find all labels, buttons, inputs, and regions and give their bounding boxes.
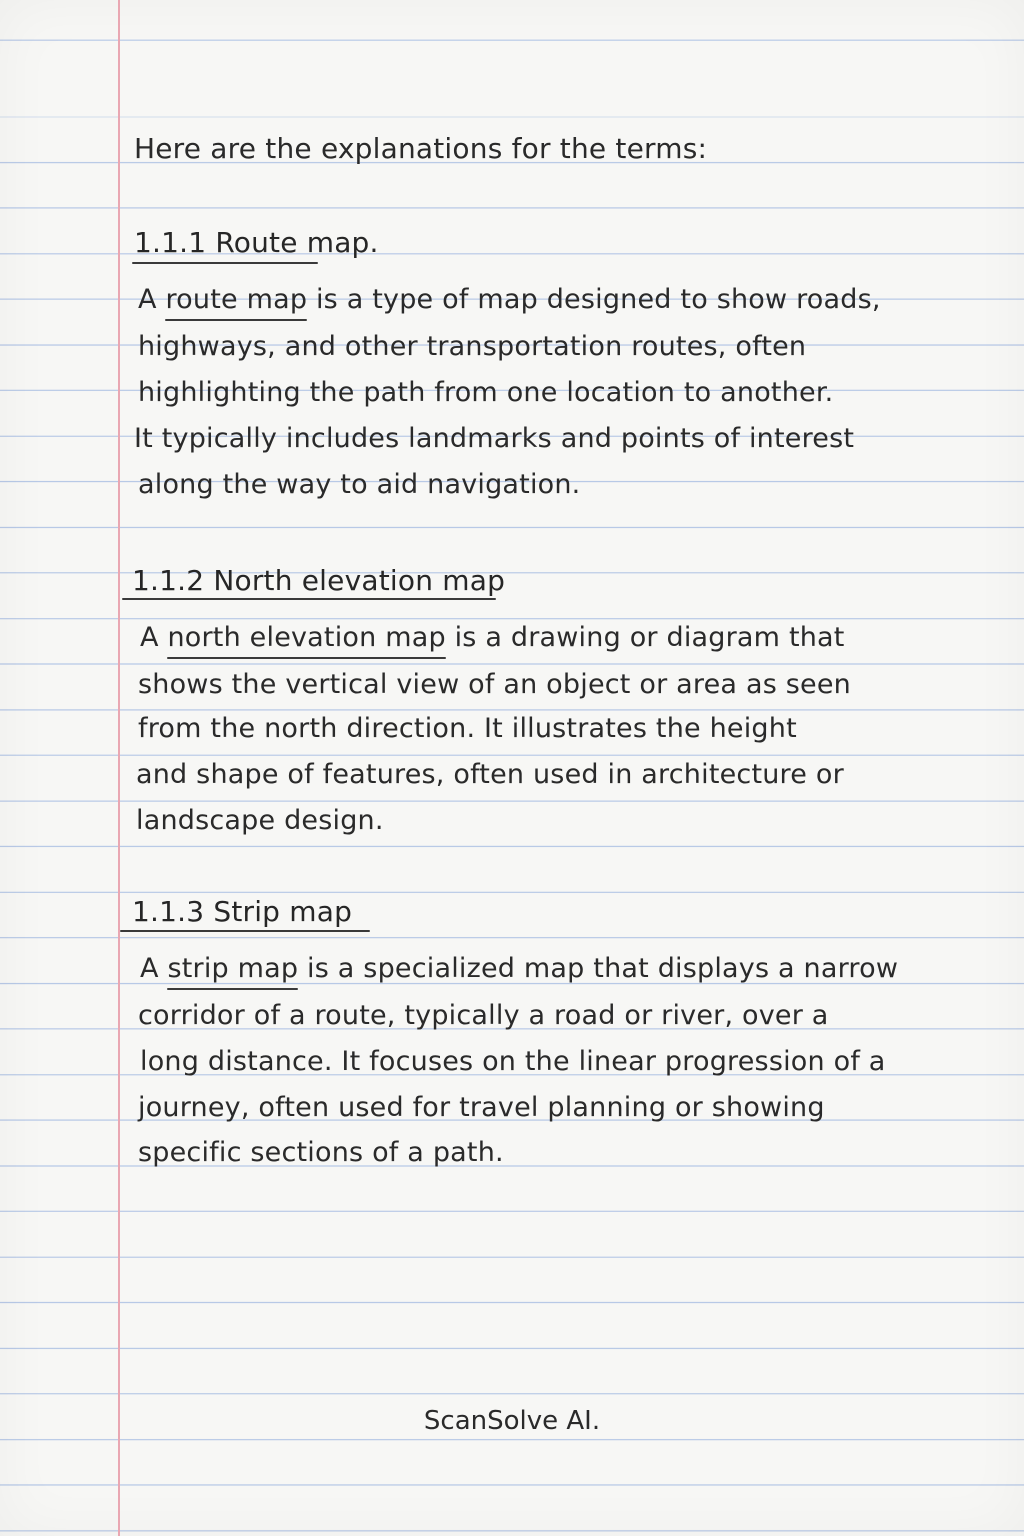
section-2-line-3: from the north direction. It illustrates the height [138, 713, 797, 744]
section-2-line-1: A north elevation map is a drawing or diagram that [140, 622, 845, 653]
section-1-line-3: highlighting the path from one location to another. [138, 377, 834, 408]
section-1-heading: 1.1.1 Route map. [134, 226, 379, 259]
footer-signature: ScanSolve AI. [423, 1406, 601, 1436]
section-2-line-5: landscape design. [136, 805, 384, 836]
section-1-line-2: highways, and other transportation routes, often [138, 331, 807, 362]
section-3-line-4: journey, often used for travel planning or showing [138, 1092, 825, 1123]
section-3-line-5: specific sections of a path. [138, 1137, 504, 1168]
section-1-line-1: A route map is a type of map designed to show roads, [138, 284, 881, 315]
section-3-line-2: corridor of a route, typically a road or river, over a [138, 1000, 829, 1031]
section-1-heading-underline [132, 262, 318, 264]
section-1-line-5: along the way to aid navigation. [138, 469, 581, 500]
section-2-heading-underline [122, 598, 496, 600]
section-3-line-1: A strip map is a specialized map that displays a narrow [140, 953, 899, 984]
margin-line [118, 0, 120, 1536]
section-3-heading: 1.1.3 Strip map [132, 895, 353, 928]
section-3-term: strip map [167, 953, 299, 984]
intro-text: Here are the explanations for the terms: [134, 132, 708, 165]
section-3-heading-underline [120, 930, 370, 932]
section-1-line-4: It typically includes landmarks and points of interest [134, 423, 855, 454]
section-1-term: route map [165, 284, 308, 315]
section-2-heading: 1.1.2 North elevation map [132, 564, 506, 597]
section-2-line-2: shows the vertical view of an object or area as seen [138, 669, 851, 700]
section-3-line-3: long distance. It focuses on the linear progression of a [140, 1046, 886, 1077]
section-2-line-4: and shape of features, often used in architecture or [136, 759, 844, 790]
section-2-term: north elevation map [167, 622, 446, 653]
